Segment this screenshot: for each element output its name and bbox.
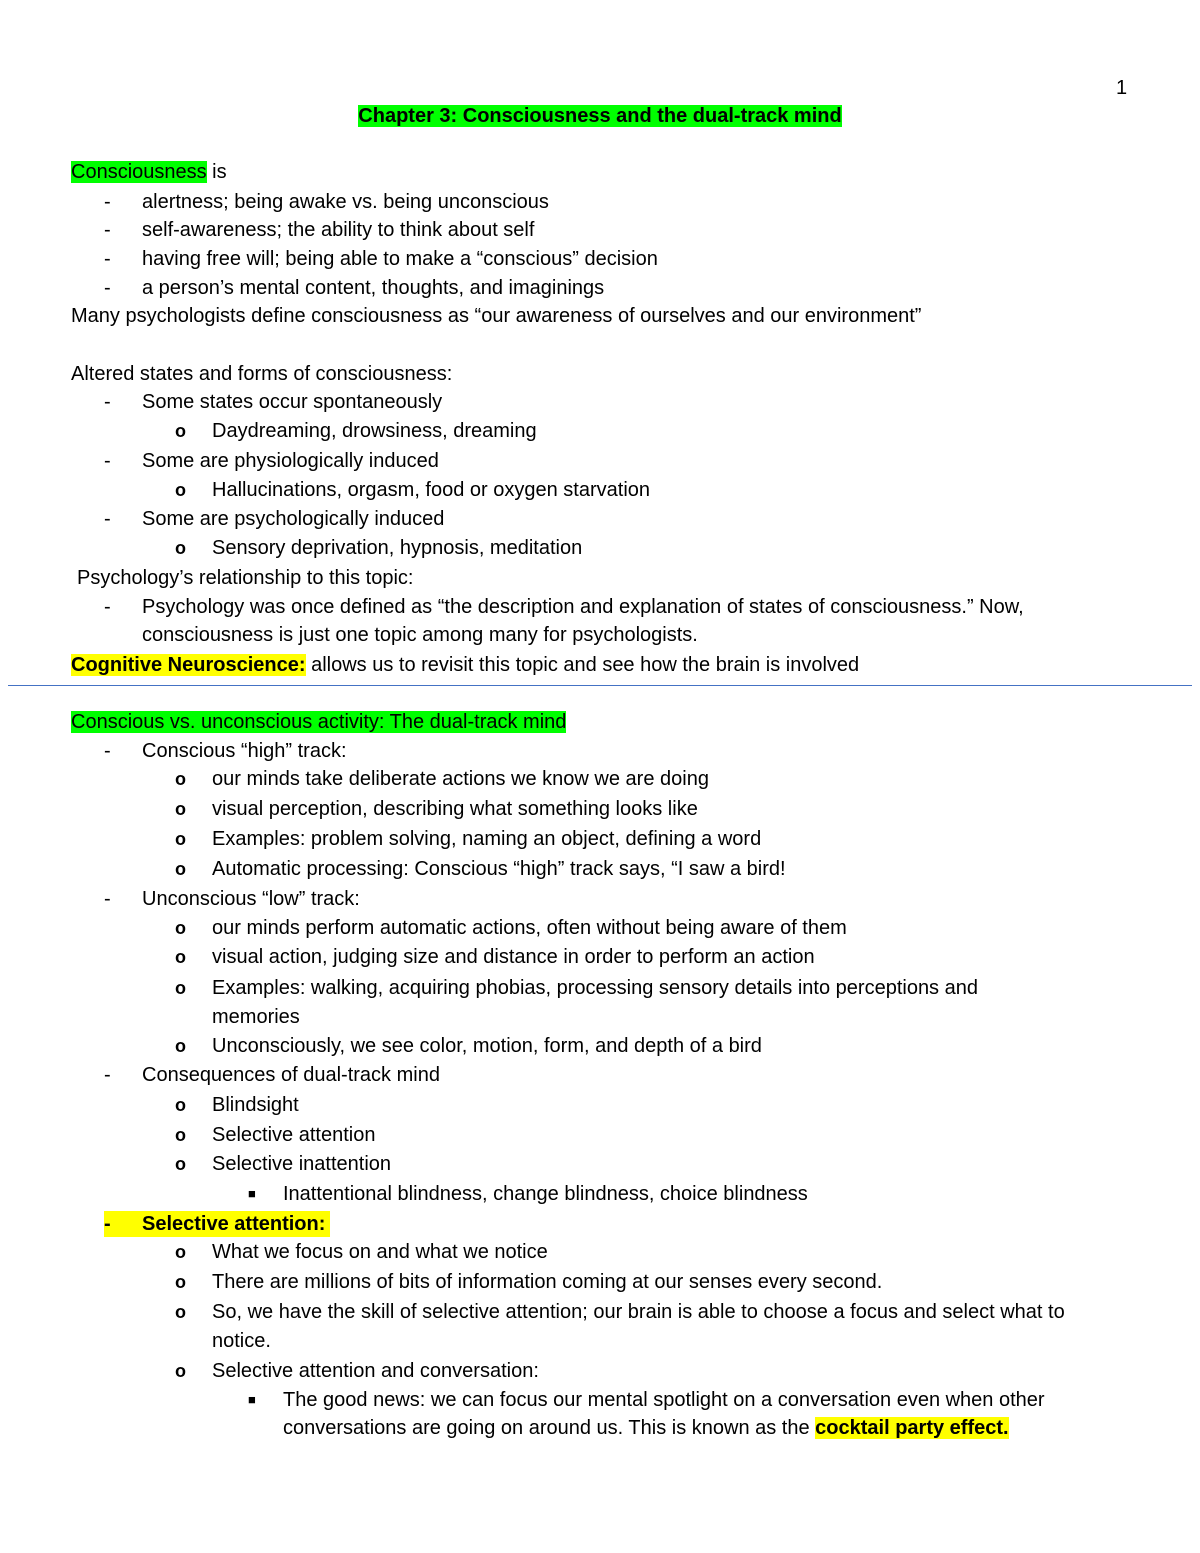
consciousness-term: Consciousness — [71, 161, 207, 183]
circle-bullet: o — [175, 421, 186, 441]
list-item: Some are physiologically induced — [142, 450, 439, 472]
circle-bullet: o — [175, 1154, 186, 1174]
list-item: our minds take deliberate actions we know we are doing — [212, 768, 709, 790]
list-item: self-awareness; the ability to think about self — [142, 219, 535, 241]
list-item: Psychology was once defined as “the description and explanation of states of consciousness.” Now, — [142, 596, 1024, 618]
circle-bullet: o — [175, 859, 186, 879]
circle-bullet: o — [175, 1302, 186, 1322]
list-item: Inattentional blindness, change blindness, choice blindness — [283, 1183, 808, 1205]
circle-bullet: o — [175, 1272, 186, 1292]
circle-bullet: o — [175, 1125, 186, 1145]
list-item: Conscious “high” track: — [142, 740, 347, 762]
dash-bullet: - — [104, 1213, 111, 1235]
list-item: Unconsciously, we see color, motion, form, and depth of a bird — [212, 1035, 762, 1057]
consciousness-is: is — [206, 161, 227, 183]
list-item: Selective attention and conversation: — [212, 1360, 539, 1382]
list-item: Selective attention — [212, 1124, 376, 1146]
relationship-heading: Psychology’s relationship to this topic: — [77, 567, 414, 589]
list-item-continued: consciousness is just one topic among many for psychologists. — [142, 624, 698, 646]
list-item: a person’s mental content, thoughts, and imaginings — [142, 277, 605, 299]
dash-bullet: - — [104, 888, 111, 910]
circle-bullet: o — [175, 978, 186, 998]
list-item: Automatic processing: Conscious “high” track says, “I saw a bird! — [212, 858, 786, 880]
list-item: our minds perform automatic actions, often without being aware of them — [212, 917, 847, 939]
circle-bullet: o — [175, 947, 186, 967]
list-item: having free will; being able to make a “conscious” decision — [142, 248, 658, 270]
circle-bullet: o — [175, 799, 186, 819]
cocktail-lead-text: conversations are going on around us. This is known as the — [283, 1417, 816, 1439]
circle-bullet: o — [175, 1095, 186, 1115]
circle-bullet: o — [175, 769, 186, 789]
list-item: Daydreaming, drowsiness, dreaming — [212, 420, 537, 442]
circle-bullet: o — [175, 538, 186, 558]
circle-bullet: o — [175, 1242, 186, 1262]
page-title — [0, 102, 1200, 130]
dash-bullet: - — [104, 596, 111, 618]
square-bullet: ■ — [248, 1186, 256, 1201]
list-item-continued — [283, 1414, 1009, 1442]
circle-bullet: o — [175, 829, 186, 849]
dash-bullet: - — [104, 277, 111, 299]
list-item: alertness; being awake vs. being unconscious — [142, 191, 549, 213]
circle-bullet: o — [175, 480, 186, 500]
list-item: Sensory deprivation, hypnosis, meditation — [212, 537, 583, 559]
circle-bullet: o — [175, 1036, 186, 1056]
list-item-continued: memories — [212, 1006, 300, 1028]
list-item: Selective inattention — [212, 1153, 392, 1175]
dash-bullet: - — [104, 191, 111, 213]
dash-bullet: - — [104, 1064, 111, 1086]
list-item: There are millions of bits of information coming at our senses every second. — [212, 1271, 883, 1293]
list-item: visual action, judging size and distance in order to perform an action — [212, 946, 815, 968]
dash-bullet: - — [104, 508, 111, 530]
list-item: visual perception, describing what something looks like — [212, 798, 698, 820]
list-item: Some states occur spontaneously — [142, 391, 443, 413]
section-divider — [8, 685, 1192, 686]
list-item: Unconscious “low” track: — [142, 888, 360, 910]
circle-bullet: o — [175, 1361, 186, 1381]
list-item-continued: notice. — [212, 1330, 271, 1352]
dash-bullet: - — [104, 450, 111, 472]
cognitive-neuroscience-text: allows us to revisit this topic and see how the brain is involved — [305, 654, 860, 676]
list-item: Examples: walking, acquiring phobias, processing sensory details into perceptions and — [212, 977, 978, 999]
title-highlight: Chapter 3: Consciousness and the dual-track mind — [358, 105, 842, 127]
list-item: Consequences of dual-track mind — [142, 1064, 440, 1086]
dash-bullet: - — [104, 248, 111, 270]
page-number: 1 — [1116, 77, 1128, 99]
dash-bullet: - — [104, 740, 111, 762]
list-item: Examples: problem solving, naming an object, defining a word — [212, 828, 762, 850]
list-item: So, we have the skill of selective attention; our brain is able to choose a focus and select what to — [212, 1301, 1065, 1323]
square-bullet: ■ — [248, 1392, 256, 1407]
list-item: Some are psychologically induced — [142, 508, 445, 530]
list-item: The good news: we can focus our mental spotlight on a conversation even when other — [283, 1389, 1045, 1411]
cognitive-neuroscience-line — [71, 651, 859, 679]
definition-text: Many psychologists define consciousness as “our awareness of ourselves and our environment” — [71, 305, 922, 327]
circle-bullet: o — [175, 918, 186, 938]
dash-bullet: - — [104, 219, 111, 241]
cocktail-party-effect-term: cocktail party effect. — [815, 1417, 1009, 1439]
list-item: Hallucinations, orgasm, food or oxygen starvation — [212, 479, 651, 501]
list-item: What we focus on and what we notice — [212, 1241, 548, 1263]
list-item: Blindsight — [212, 1094, 299, 1116]
dash-bullet: - — [104, 391, 111, 413]
dual-track-heading-highlight: Conscious vs. unconscious activity: The dual-track mind — [71, 711, 567, 733]
dual-track-heading — [71, 708, 566, 736]
consciousness-heading — [71, 158, 227, 186]
cognitive-neuroscience-term: Cognitive Neuroscience: — [71, 654, 306, 676]
selective-attention-heading: Selective attention: — [142, 1213, 326, 1235]
altered-states-heading: Altered states and forms of consciousness: — [71, 363, 453, 385]
